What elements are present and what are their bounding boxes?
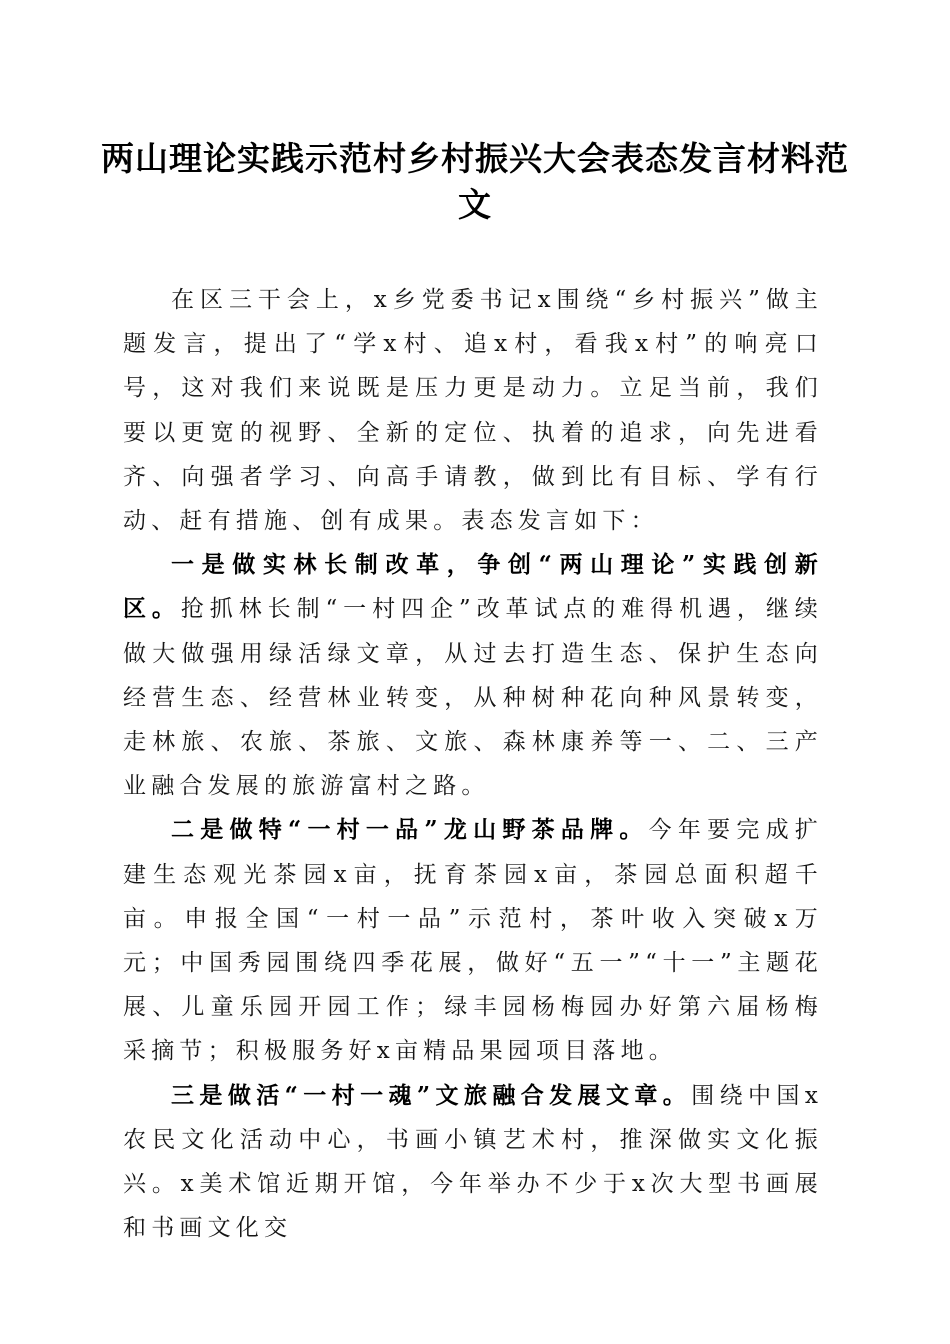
paragraph-lead: 一是做实林长制改革，争创“两山理论”实践创新区。 [123,551,823,623]
paragraph-point-1 [123,543,823,808]
paragraph-intro [123,278,823,543]
paragraph-text: 围绕中国x农民文化活动中心，书画小镇艺术村，推深做实文化振兴。x美术馆近期开馆，今年举办不少于x次大型书画展和书画文化交 [123,1082,823,1242]
paragraph-lead: 二是做特“一村一品”龙山野茶品牌。 [171,816,649,844]
paragraph-lead: 三是做活“一村一魂”文旅融合发展文章。 [171,1081,692,1109]
paragraph-point-3 [123,1074,823,1251]
paragraph-text: 今年要完成扩建生态观光茶园x亩，抚育茶园x亩，茶园总面积超千亩。申报全国“一村一品”示范村，茶叶收入突破x万元；中国秀园围绕四季花展，做好“五一”“十一”主题花展、儿童乐园开园工作；绿丰园杨梅园办好第六届杨梅采摘节；积极服务好x亩精品果园项目落地。 [123,817,824,1065]
document-body [123,278,823,1250]
paragraph-text: 抢抓林长制“一村四企”改革试点的难得机遇，继续做大做强用绿活绿文章，从过去打造生态、保护生态向经营生态、经营林业转变，从种树种花向种风景转变，走林旅、农旅、茶旅、文旅、森林康养等一、二、三产业融合发展的旅游富村之路。 [123,596,823,800]
paragraph-point-2 [123,808,823,1073]
document-title: 两山理论实践示范村乡村振兴大会表态发言材料范文 [101,139,849,224]
paragraph-text: 在区三干会上，x乡党委书记x围绕“乡村振兴”做主题发言，提出了“学x村、追x村，看我x村”的响亮口号，这对我们来说既是压力更是动力。立足当前，我们要以更宽的视野、全新的定位、执着的追求，向先进看齐、向强者学习、向高手请教，做到比有目标、学有行动、赶有措施、创有成果。表态发言如下： [123,287,823,535]
